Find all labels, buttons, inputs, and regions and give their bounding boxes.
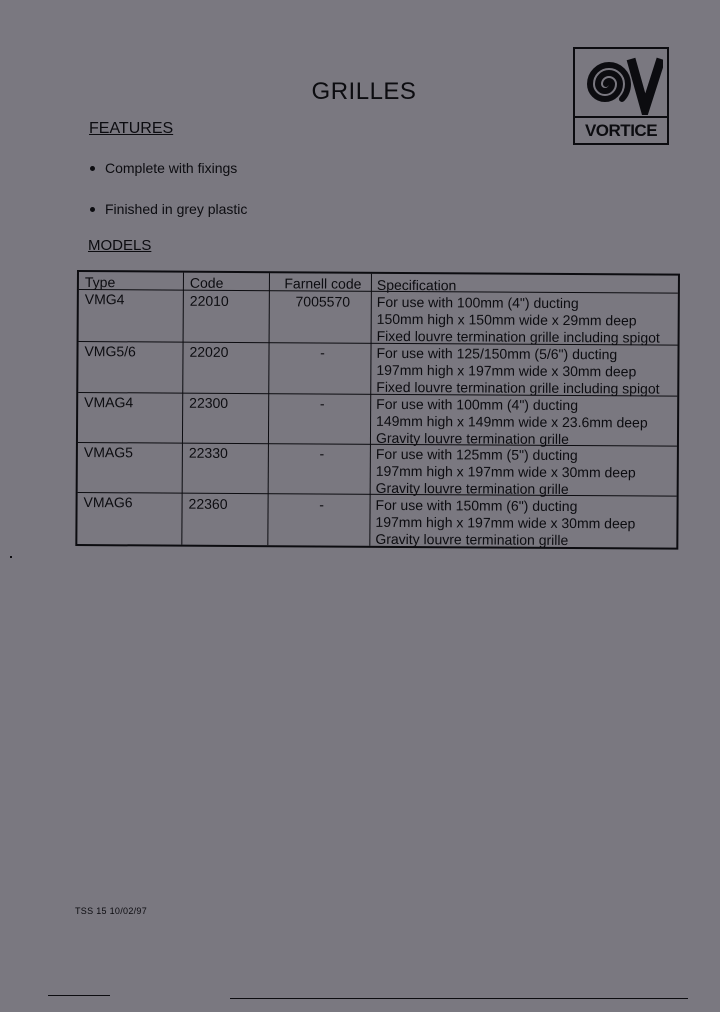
footer-rule bbox=[230, 998, 688, 999]
row-farnell-code: - bbox=[319, 445, 325, 462]
row-code: 22330 bbox=[188, 444, 228, 461]
header-code: Code bbox=[189, 274, 224, 291]
feature-item: Finished in grey plastic bbox=[90, 201, 247, 217]
row-type: VMG5/6 bbox=[84, 343, 136, 360]
row-code: 22300 bbox=[189, 394, 229, 411]
models-heading: MODELS bbox=[88, 237, 152, 254]
logo-wordmark: VORTICE bbox=[575, 116, 667, 143]
row-type: VMAG5 bbox=[83, 444, 133, 461]
row-specification: For use with 100mm (4") ducting 149mm high x 149mm wide x 23.6mm deep Gravity louvre termination grille bbox=[375, 395, 648, 448]
page-title: GRILLES bbox=[311, 78, 417, 105]
features-heading: FEATURES bbox=[89, 120, 174, 137]
models-table bbox=[75, 270, 680, 550]
header-specification: Specification bbox=[376, 276, 457, 294]
row-farnell-code: - bbox=[319, 496, 324, 513]
document-reference: TSS 15 10/02/97 bbox=[75, 906, 148, 916]
scan-speck bbox=[10, 556, 12, 558]
column-divider bbox=[267, 273, 270, 545]
header-farnell-code: Farnell code bbox=[284, 275, 362, 292]
row-specification: For use with 150mm (6") ducting 197mm high x 197mm wide x 30mm deep Gravity louvre termination grille bbox=[375, 496, 636, 549]
row-farnell-code: - bbox=[319, 395, 325, 412]
row-code: 22020 bbox=[189, 343, 229, 360]
vortice-logo bbox=[573, 47, 669, 145]
vortice-spiral-icon bbox=[579, 53, 663, 115]
row-specification: For use with 100mm (4") ducting 150mm high x 150mm wide x 29mm deep Fixed louvre termination grille including spigot bbox=[376, 293, 660, 346]
header-type: Type bbox=[84, 274, 116, 291]
row-code: 22360 bbox=[188, 495, 228, 512]
bullet-icon bbox=[90, 166, 95, 171]
feature-item: Complete with fixings bbox=[90, 160, 237, 176]
row-type: VMAG4 bbox=[84, 394, 134, 411]
row-farnell-code: - bbox=[320, 344, 325, 361]
row-code: 22010 bbox=[189, 292, 229, 309]
row-farnell-code: 7005570 bbox=[295, 293, 351, 310]
row-specification: For use with 125/150mm (5/6") ducting 197mm high x 197mm wide x 30mm deep Fixed louvre termination grille including spigot bbox=[376, 344, 660, 397]
row-type: VMAG6 bbox=[83, 494, 133, 511]
footer-rule bbox=[48, 995, 110, 996]
row-type: VMG4 bbox=[84, 291, 125, 308]
bullet-icon bbox=[90, 207, 95, 212]
column-divider bbox=[181, 273, 184, 545]
row-specification: For use with 125mm (5") ducting 197mm high x 197mm wide x 30mm deep Gravity louvre termination grille bbox=[375, 445, 636, 498]
